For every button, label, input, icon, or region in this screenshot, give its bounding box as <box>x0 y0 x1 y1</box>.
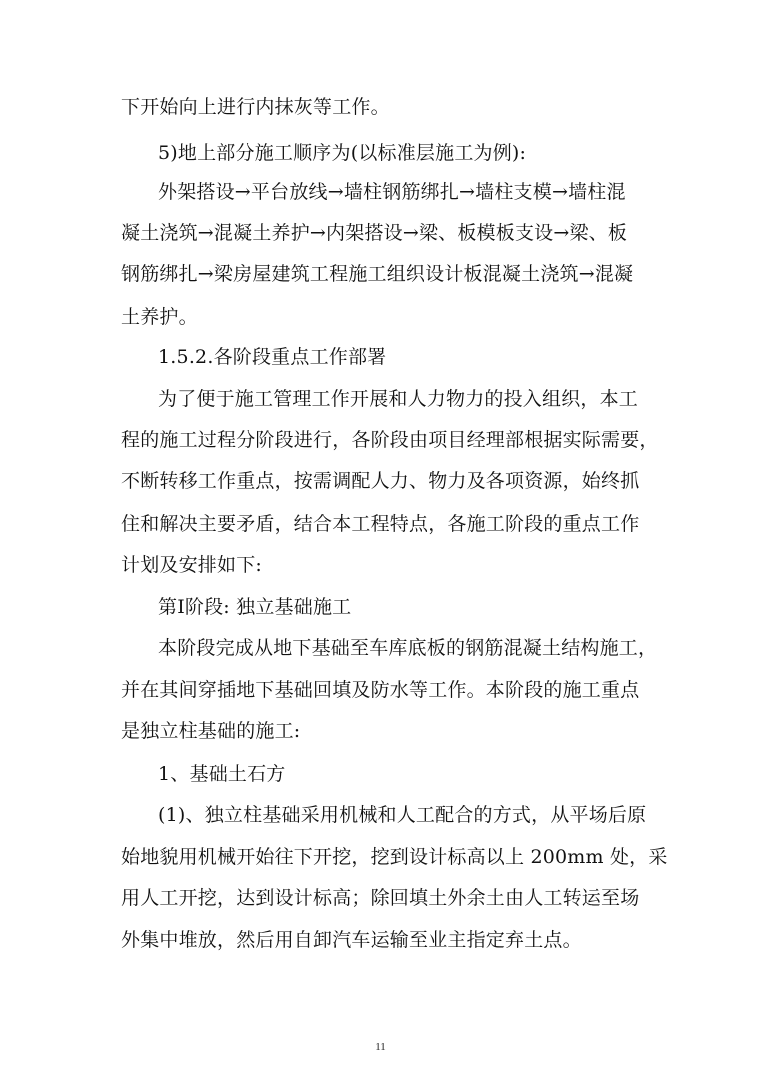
text-line: 程的施工过程分阶段进行，各阶段由项目经理部根据实际需要， <box>121 429 659 451</box>
text-line: 外集中堆放，然后用自卸汽车运输至业主指定弃土点。 <box>121 929 582 951</box>
stage-heading: 第Ⅰ阶段: 独立基础施工 <box>158 596 352 618</box>
text-line: (1)、独立柱基础采用机械和人工配合的方式，从平场后原 <box>158 804 647 826</box>
text-line: 下开始向上进行内抹灰等工作。 <box>121 96 390 118</box>
section-heading: 1.5.2.各阶段重点工作部署 <box>158 346 387 368</box>
text-line: 住和解决主要矛盾，结合本工程特点，各施工阶段的重点工作 <box>121 513 640 535</box>
text-line: 不断转移工作重点，按需调配人力、物力及各项资源，始终抓 <box>121 470 640 492</box>
text-line: 土养护。 <box>121 306 198 328</box>
text-line: 5)地上部分施工顺序为(以标准层施工为例): <box>158 142 527 164</box>
text-line: 计划及安排如下: <box>121 554 263 576</box>
text-line: 始地貌用机械开始往下开挖，挖到设计标高以上 200mm 处，采 <box>121 846 668 868</box>
text-line: 外架搭设→平台放线→墙柱钢筋绑扎→墙柱支模→墙柱混 <box>158 181 626 203</box>
text-line: 本阶段完成从地下基础至车库底板的钢筋混凝土结构施工， <box>158 637 658 659</box>
text-line: 为了便于施工管理工作开展和人力物力的投入组织，本工 <box>158 388 639 410</box>
text-line: 并在其间穿插地下基础回填及防水等工作。本阶段的施工重点 <box>121 679 640 701</box>
text-line: 钢筋绑扎→梁房屋建筑工程施工组织设计板混凝土浇筑→混凝 <box>121 263 634 285</box>
subsection-heading: 1、基础土石方 <box>158 763 286 785</box>
page-number: 11 <box>375 1041 386 1053</box>
text-line: 用人工开挖，达到设计标高；除回填土外余土由人工转运至场 <box>121 887 640 909</box>
text-line: 凝土浇筑→混凝土养护→内架搭设→梁、板模板支设→梁、板 <box>121 222 628 244</box>
text-line: 是独立柱基础的施工: <box>121 720 301 742</box>
